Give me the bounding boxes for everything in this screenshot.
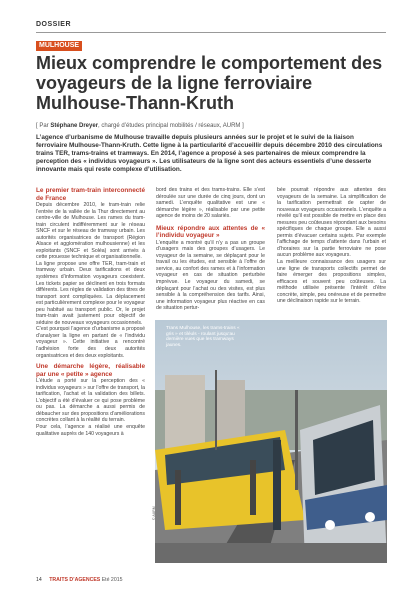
column-2 [156,187,265,312]
lead-paragraph: L’agence d’urbanisme de Mulhouse travaille depuis plusieurs années sur le projet et le suivi de la liaison ferroviaire Mulhouse-Thann-Kruth. Cette ligne à la particularité d’accueillir depuis décembre 2010 des circulations trains TER, trams-trains et tramways. En 2014, l’agence a proposé à ses partenaires de mieux comprendre la perception des « individus voyageurs ». Les utilisateurs de la ligne sont des acteurs essentiels d’une desserte innovante mais qui reste complexe d’utilisation. [36,134,383,174]
tram-photo [155,320,387,563]
header-divider [36,32,386,33]
author-name: Stéphane Dreyer [50,123,99,129]
byline-prefix: [ Par [36,123,51,129]
paragraph: Pour cela, l’agence a réalisé une enquête qualitative auprès de 140 voyageurs à [36,423,145,437]
page-number: 14 [36,577,42,583]
paragraph: bord des trains et des trams-trains. Elle s’est déroulée sur une durée de cinq jours, dont un samedi. L’enquête qualitative est une « démarche légère », réalisable par une petite agence de moins de 20 salariés. [156,187,265,220]
paragraph: La ligne propose une offre TER, tram-train et tramway urbain. Deux tarifications et deux systèmes d’information voyageurs coexistent. Les tickets papier se déclinent en trois formats différents. Les règles de validation des titres de transport sont compliquées. La déplacement est particulièrement complexe pour le voyageur peu habitué au transport public. Or, le projet tram-train avait justement pour objectif de séduire de nouveaux voyageurs occasionnels. [36,260,145,326]
column-1 [36,187,145,437]
magazine-name: TRAITS D’AGENCES [49,577,101,583]
section-heading: Mieux répondre aux attentes de « l’individu voyageur » [156,224,265,240]
page-footer [36,577,122,583]
paragraph: bée pourrait répondre aux attentes des voyageurs de la semaine. La simplification de la tarification permettrait de capter de nouveaux voyageurs occasionnels. L’enquête a révélé qu’il est possible de mettre en place des mesures peu coûteuses répondant aux besoins spécifiques de chaque groupe. Elle a aussi permis d’évacuer certains sujets. Par exemple l’affichage de temps d’attente dans l’urbain et d’horaires sur la partie ferroviaire ne pose aucun problème aux voyageurs. [277,187,387,259]
photo-credit: © AURM [152,506,156,520]
section-heading: Le premier tram-train interconnecté de France [36,187,145,202]
paragraph: L’enquête a montré qu’il n’y a pas un groupe d’usagers mais des groupes d’usagers. Le voyageur de la semaine, se déplaçant pour le travail ou les études, est sensible à l’offre de service, au confort des rames et à l’information voyageur en cas de situation perturbée imprévue. Le voyageur du samedi, se déplaçant pour l’achat ou des visites, est plus sensible à la compréhension des tarifs. Ainsi, une information voyageur plus réactive en cas de situation pertur- [156,239,265,312]
section-label: DOSSIER [36,21,72,28]
paragraph: L’étude a porté sur la perception des « individus voyageurs » sur l’offre de transport, la tarification, l’achat et la validation des billets. L’objectif a été d’évaluer ce qui pose problème ou pas. La démarche a aussi permis de débaucher sur des propositions d’améliorations concrètes collant à la réalité du terrain. [36,378,145,424]
byline-role: , chargé d’études principal mobilités / réseaux, AURM ] [98,123,244,129]
column-3 [277,187,386,305]
paragraph: La meilleure connaissance des usagers sur une ligne de transports collectifs permet de faire émerger des propositions simples, efficaces et souvent peu coûteuses. La méthode utilisée présente l’intérêt d’être concrète, simple, peu onéreuse et de permettre une déclinaison rapide sur le terrain. [277,259,386,305]
photo-caption: Trans Mulhouse, les trams-trains « gris » et tiléuls - roulant jusqu’au dernière vues que les tramways jaunes. [166,326,240,349]
section-heading: Une démarche légère, réalisable par une « petite » agence [36,363,145,378]
paragraph: C’est pourquoi l’agence d’urbanisme a proposé d’analyser la ligne en partant de « l’individu voyageur ». Cette initiative a rencontré l’adhésion forte des deux autorités organisatrices et des deux exploitants. [36,326,145,359]
issue-date: Eté 2015 [101,577,123,583]
tram-station-illustration [155,320,387,563]
location-tag: MULHOUSE [36,41,82,51]
byline [36,123,244,129]
paragraph: Depuis décembre 2010, le tram-train relie l’entrée de la vallée de la Thur directement au centre-ville de Mulhouse. Les rames du tram-train circulent indifféremment sur le réseau SNCF et sur le réseau de tramway urbain. Les autorités organisatrices de transport (Région Alsace et agglomération mulhousienne) et les exploitants (SNCF et Soléa) sont arrivés à cette prouesse technique et organisationnelle. [36,202,145,261]
article-title: Mieux comprendre le comportement des voyageurs de la ligne ferroviaire Mulhouse-Thann-Kruth [36,53,383,113]
